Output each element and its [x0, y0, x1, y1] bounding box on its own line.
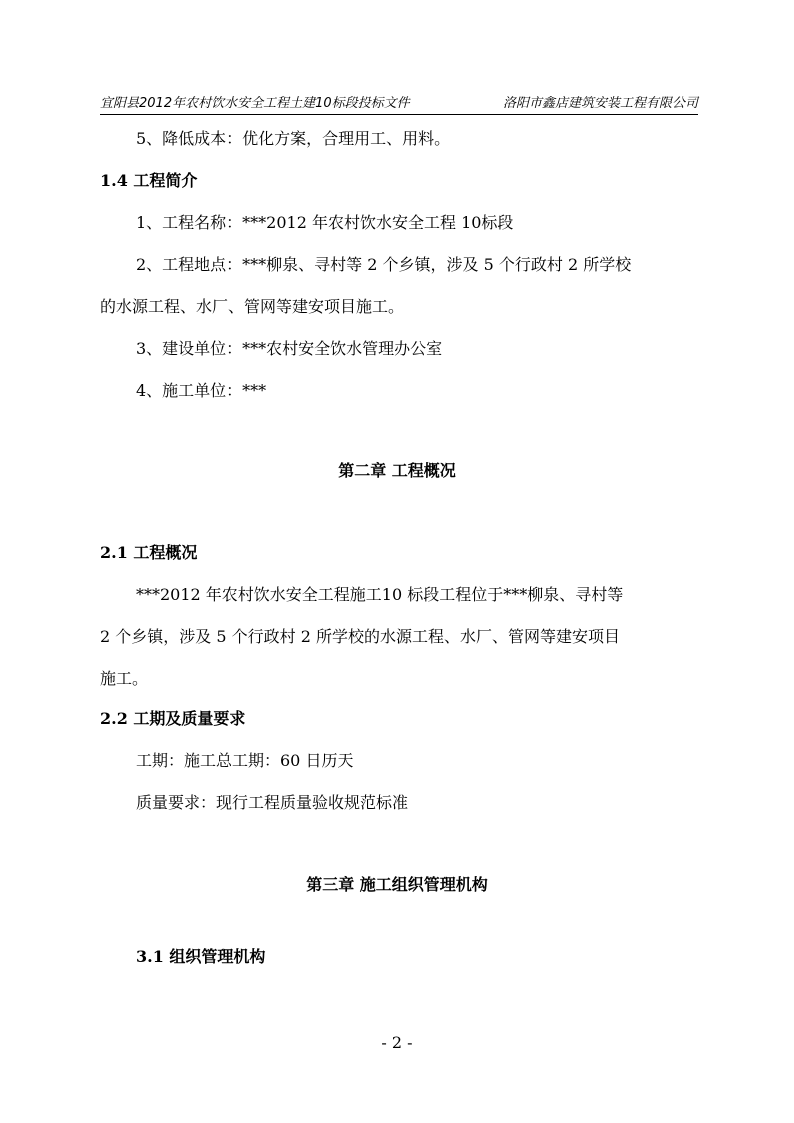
- header-document-title: 宜阳县2012年农村饮水安全工程土建10标段投标文件: [100, 96, 410, 111]
- cost-reduction-item: 5、降低成本：优化方案，合理用工、用料。: [136, 129, 451, 148]
- contractor-item: 4、施工单位：***: [136, 381, 267, 400]
- client-item: 3、建设单位：***农村安全饮水管理办公室: [136, 339, 443, 358]
- header-company-name: 洛阳市鑫店建筑安装工程有限公司: [502, 96, 698, 111]
- overview-paragraph-line-2: 2 个乡镇，涉及 5 个行政村 2 所学校的水源工程、水厂、管网等建安项目: [100, 627, 620, 646]
- section-2-1-heading: 2.1 工程概况: [100, 543, 198, 562]
- header-rule: [100, 114, 698, 115]
- overview-paragraph-line-3: 施工。: [100, 669, 149, 688]
- project-location-item: 2、工程地点：***柳泉、寻村等 2 个乡镇，涉及 5 个行政村 2 所学校: [136, 255, 632, 274]
- section-1-4-heading: 1.4 工程简介: [100, 171, 198, 190]
- page-number: - 2 -: [381, 1033, 413, 1052]
- quality-requirement-line: 质量要求：现行工程质量验收规范标准: [136, 793, 409, 812]
- project-location-continued: 的水源工程、水厂、管网等建安项目施工。: [100, 297, 405, 316]
- page-header: [100, 95, 698, 113]
- section-3-1-heading: 3.1 组织管理机构: [136, 947, 266, 966]
- chapter-2-title: 第二章 工程概况: [338, 461, 456, 480]
- section-2-2-heading: 2.2 工期及质量要求: [100, 709, 246, 728]
- project-name-item: 1、工程名称：***2012 年农村饮水安全工程 10标段: [136, 213, 514, 232]
- chapter-3-title: 第三章 施工组织管理机构: [306, 875, 488, 894]
- duration-line: 工期：施工总工期：60 日历天: [136, 751, 354, 770]
- overview-paragraph-line-1: ***2012 年农村饮水安全工程施工10 标段工程位于***柳泉、寻村等: [136, 585, 624, 604]
